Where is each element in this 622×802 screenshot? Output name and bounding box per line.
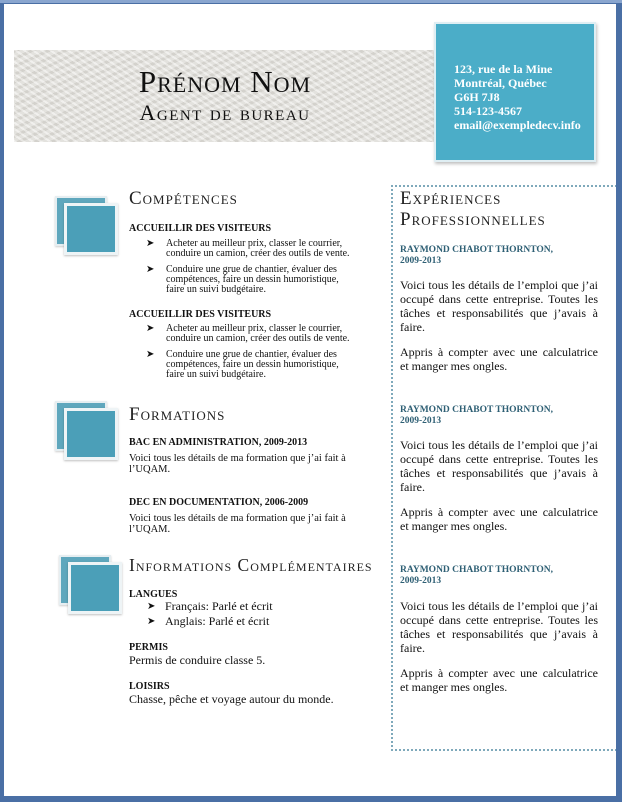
contact-phone: 514-123-4567 (454, 104, 522, 118)
loisirs-text: Chasse, pêche et voyage autour du monde. (129, 692, 334, 706)
experience-company: RAYMOND CHABOT THORNTON, (400, 245, 553, 255)
candidate-role: Agent de bureau (139, 100, 311, 125)
experience-dates: 2009-2013 (400, 256, 442, 266)
contact-city: Montréal, Québec (454, 76, 547, 90)
experience-dates: 2009-2013 (400, 416, 442, 426)
experiences-title-line2: Professionnelles (400, 209, 546, 230)
experience-description: Voici tous les détails de l’emploi que j’ai occupé dans cette entreprise. Toutes les tâches et responsabilités que j’avais à faire. (400, 438, 598, 494)
competence-bullet (146, 349, 339, 380)
arrow-bullet-icon: ➤ (146, 349, 155, 360)
experience-achievement: Appris à compter avec une calculatrice et manger mes ongles. (400, 505, 598, 533)
bullet-line: compétences, faire un dessin humoristique, (166, 359, 339, 370)
formations-title: Formations (129, 404, 226, 425)
experience-company: RAYMOND CHABOT THORNTON, (400, 405, 553, 415)
arrow-bullet-icon: ➤ (146, 323, 155, 334)
competence-bullet (146, 264, 339, 295)
contact-address: 123, rue de la Mine (454, 62, 553, 76)
arrow-bullet-icon: ➤ (147, 616, 156, 627)
contact-email: email@exempledecv.info (454, 118, 581, 132)
contact-postal: G6H 7J8 (454, 90, 500, 104)
bullet-line: Acheter au meilleur prix, classer le courrier, (166, 238, 343, 249)
experience-description: Voici tous les détails de l’emploi que j’ai occupé dans cette entreprise. Toutes les tâches et responsabilités que j’avais à faire. (400, 278, 598, 334)
infos-title: Informations Complémentaires (129, 555, 373, 575)
formation-line: l’UQAM. (129, 524, 171, 535)
experiences-title-line1: Expériences (400, 188, 502, 209)
experience-achievement: Appris à compter avec une calculatrice et manger mes ongles. (400, 666, 598, 694)
experience-achievement: Appris à compter avec une calculatrice et manger mes ongles. (400, 345, 598, 373)
formation-line: l’UQAM. (129, 464, 171, 475)
bullet-line: Conduire une grue de chantier, évaluer des (166, 264, 337, 275)
bullet-line: faire un suivi budgétaire. (166, 284, 266, 295)
arrow-bullet-icon: ➤ (146, 238, 155, 249)
bullet-line: Acheter au meilleur prix, classer le courrier, (166, 323, 343, 334)
langues-heading: LANGUES (129, 589, 178, 600)
permis-heading: PERMIS (129, 642, 168, 653)
document-page (4, 4, 616, 796)
arrow-bullet-icon: ➤ (146, 264, 155, 275)
bullet-line: conduire un camion, créer des outils de vente. (166, 333, 350, 344)
formation-line: Voici tous les détails de ma formation que j’ai fait à (129, 513, 346, 524)
langue-text: Anglais: Parlé et écrit (165, 614, 270, 628)
formation-heading: BAC EN ADMINISTRATION, 2009-2013 (129, 437, 308, 448)
section-squares-icon (55, 401, 117, 463)
experience-dates: 2009-2013 (400, 576, 442, 586)
formation-heading: DEC EN DOCUMENTATION, 2006-2009 (129, 497, 309, 508)
section-squares-icon (55, 196, 117, 258)
bullet-line: conduire un camion, créer des outils de vente. (166, 248, 350, 259)
competences-title: Compétences (129, 188, 238, 209)
competence-group-heading: ACCUEILLIR DES VISITEURS (129, 223, 272, 234)
formation-description (129, 513, 346, 535)
window-frame (0, 0, 622, 3)
competence-bullet (146, 238, 350, 259)
header-banner (14, 50, 436, 142)
formation-description (129, 453, 346, 475)
loisirs-heading: LOISIRS (129, 681, 170, 692)
langue-item (147, 599, 273, 613)
candidate-name: Prénom Nom (138, 64, 312, 99)
section-squares-icon (59, 555, 121, 617)
experience-company: RAYMOND CHABOT THORNTON, (400, 565, 553, 575)
langue-text: Français: Parlé et écrit (165, 599, 273, 613)
bullet-line: Conduire une grue de chantier, évaluer des (166, 349, 337, 360)
langue-item (147, 614, 270, 628)
arrow-bullet-icon: ➤ (147, 601, 156, 612)
bullet-line: compétences, faire un dessin humoristique, (166, 274, 339, 285)
experience-description: Voici tous les détails de l’emploi que j’ai occupé dans cette entreprise. Toutes les tâches et responsabilités que j’avais à faire. (400, 599, 598, 655)
contact-box (434, 22, 596, 162)
bullet-line: faire un suivi budgétaire. (166, 369, 266, 380)
competence-group-heading: ACCUEILLIR DES VISITEURS (129, 309, 272, 320)
permis-text: Permis de conduire classe 5. (129, 653, 266, 667)
competence-bullet (146, 323, 350, 344)
formation-line: Voici tous les détails de ma formation que j’ai fait à (129, 453, 346, 464)
